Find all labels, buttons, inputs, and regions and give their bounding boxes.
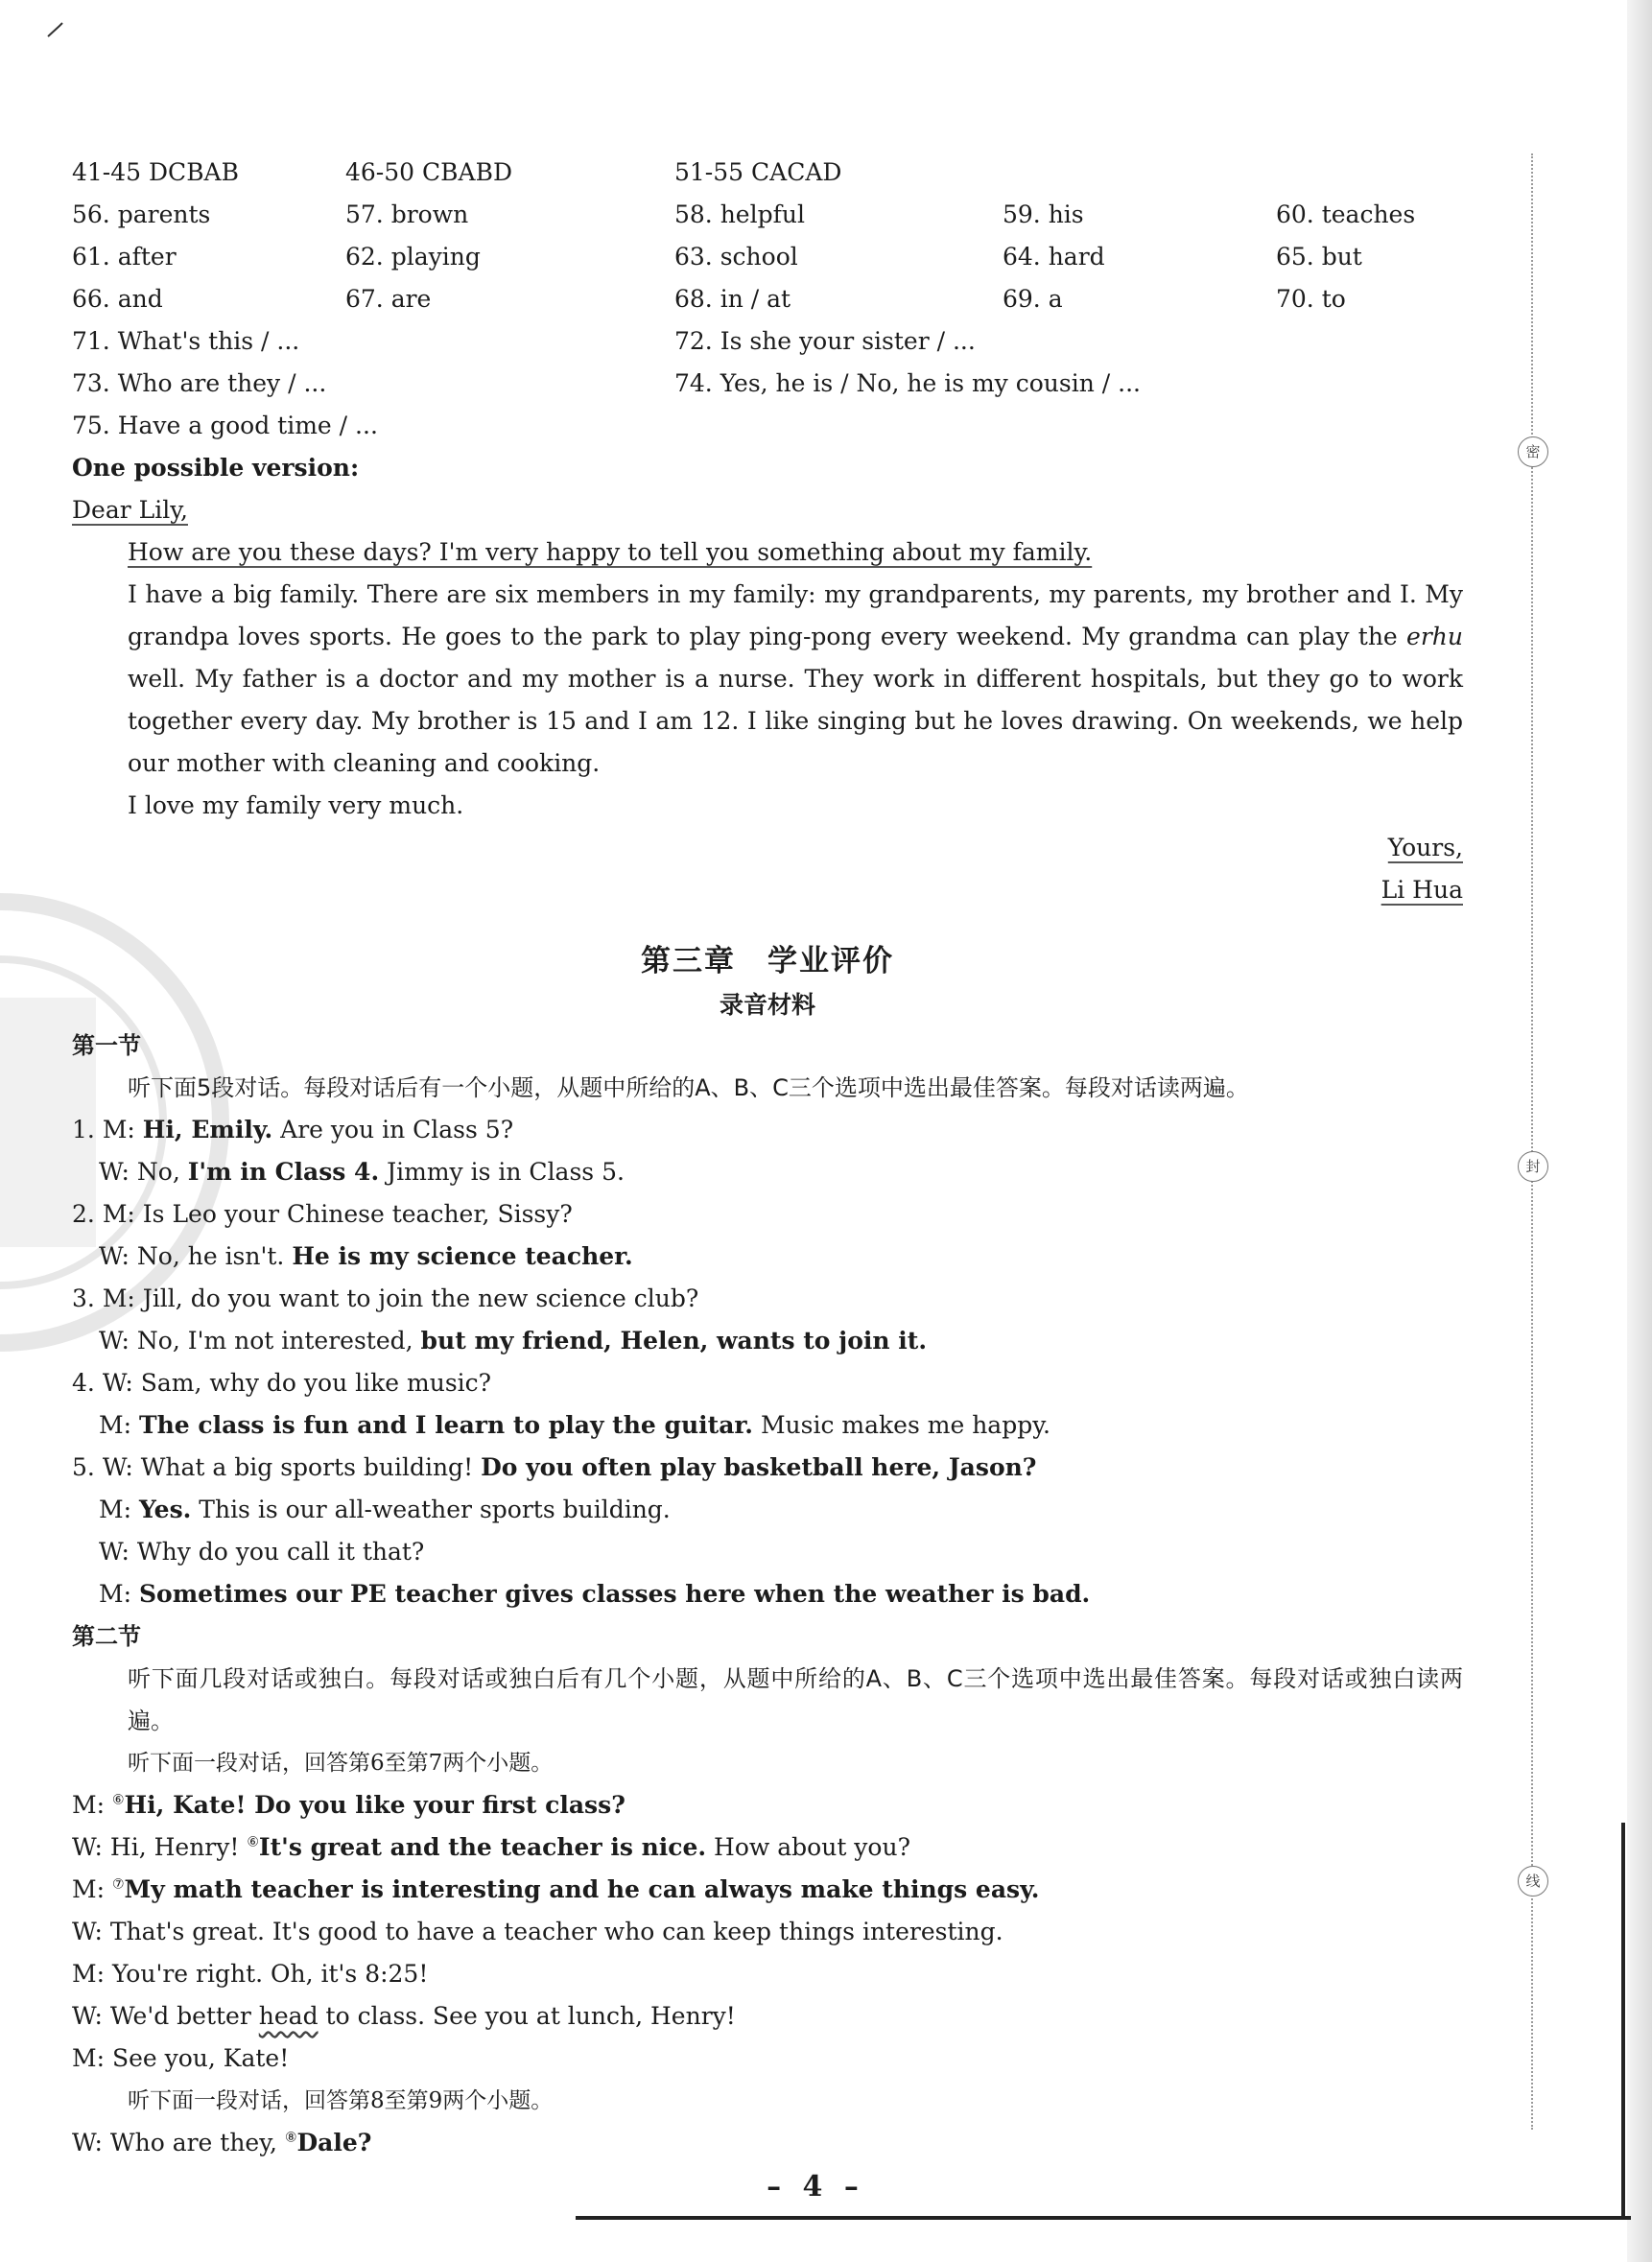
sentence-rest: to class. See you at lunch, Henry!	[318, 2002, 736, 2030]
speaker: M:	[102, 1284, 135, 1312]
signature-text: Li Hua	[1381, 876, 1463, 904]
key-sentence: Do you often play basketball here, Jason?	[481, 1453, 1037, 1481]
dialogue-line: M: You're right. Oh, it's 8:25!	[72, 1960, 429, 1988]
answer-row	[72, 278, 1463, 320]
answer-item: 67. are	[345, 285, 432, 313]
dialogue-line	[72, 1404, 1463, 1447]
page-corner-rule	[576, 2216, 1631, 2220]
listening-prompt: 听下面一段对话，回答第6至第7两个小题。	[128, 1751, 554, 1776]
dialogue-line	[72, 1447, 1463, 1489]
answer-item: 75. Have a good time / ...	[72, 412, 378, 439]
sentence-pre: Sam, why do you like music?	[132, 1369, 492, 1397]
dialogue-line	[72, 2122, 1463, 2164]
dialogue-line	[72, 1784, 1463, 1826]
section-1-instructions: 听下面5段对话。每段对话后有一个小题，从题中所给的A、B、C三个选项中选出最佳答案。每段对话读两遍。	[128, 1074, 1249, 1101]
dialogue-number: 3.	[72, 1284, 95, 1312]
sentence-rest: This is our all-weather sports building.	[191, 1496, 671, 1523]
dialogue-number: 4.	[72, 1369, 95, 1397]
binding-mark-xian: 线	[1518, 1866, 1548, 1897]
section-2-instructions: 听下面几段对话或独白。每段对话或独白后有几个小题，从题中所给的A、B、C三个选项中选出最佳答案。每段对话或独白读两遍。	[128, 1665, 1463, 1734]
answer-item: 64. hard	[1003, 243, 1105, 271]
binding-mark-feng: 封	[1518, 1151, 1548, 1182]
answer-row	[72, 236, 1463, 278]
pen-mark-icon	[46, 21, 65, 38]
letter-body	[72, 574, 1463, 785]
dialogue-line	[72, 1869, 1463, 1911]
page-number: – 4 –	[767, 2170, 864, 2203]
sentence-pre: Jill, do you want to join the new science club?	[134, 1284, 699, 1312]
greeting-text: Dear Lily,	[72, 496, 188, 524]
answer-item: 70. to	[1276, 285, 1346, 313]
key-sentence: Hi, Kate! Do you like your first class?	[124, 1791, 625, 1819]
key-sentence: It's great and the teacher is nice.	[258, 1833, 707, 1861]
speaker: M:	[102, 1116, 135, 1143]
erhu-term: erhu	[1406, 623, 1463, 650]
sentence-pre: What a big sports building!	[132, 1453, 482, 1481]
dialogue-line	[72, 1531, 1463, 1573]
dialogue-number: 1.	[72, 1116, 95, 1143]
answer-item: 57. brown	[345, 200, 469, 228]
dialogue-line	[72, 1320, 1463, 1362]
dialogue-line	[72, 1826, 1463, 1869]
answer-item: 60. teaches	[1276, 200, 1416, 228]
chapter-subtitle: 录音材料	[719, 991, 815, 1019]
sentence-pre: No, he isn't.	[129, 1242, 293, 1270]
dialogue-line	[72, 1362, 1463, 1404]
sentence-rest: Are you in Class 5?	[272, 1116, 514, 1143]
answer-item: 63. school	[674, 243, 798, 271]
letter-signoff	[72, 827, 1463, 869]
chapter-title: 第三章 学业评价	[641, 944, 894, 978]
key-sentence: The class is fun and I learn to play the guitar.	[138, 1411, 753, 1439]
letter-closing-line: I love my family very much.	[128, 791, 464, 819]
dialogue-number: 2.	[72, 1200, 95, 1228]
answer-item: 66. and	[72, 285, 163, 313]
key-sentence: Dale?	[296, 2129, 372, 2156]
body-text-1: I have a big family. There are six members in my family: my grandparents, my parents, my brother and I. My grandpa loves sports. He goes to the park to play ping-pong every weekend. My grandma can play the	[128, 580, 1463, 650]
page-corner-rule-side	[1621, 1823, 1625, 2220]
key-sentence: Hi, Emily.	[142, 1116, 273, 1143]
answer-item: 71. What's this / ...	[72, 327, 300, 355]
dialogue-line	[72, 1995, 1463, 2038]
dialogue-line	[72, 1193, 1463, 1236]
speaker: W:	[99, 1158, 130, 1186]
speaker: M:	[72, 1875, 106, 1903]
section-1-title: 第一节	[72, 1032, 141, 1059]
sentence-pre: Hi, Henry!	[102, 1833, 248, 1861]
body-text-2: well. My father is a doctor and my mother is a nurse. They work in different hospitals, but they go to work together every day. My brother is 15 and I am 12. I like singing but he loves drawing. On weekends, we help our mother with cleaning and cooking.	[128, 665, 1463, 777]
sentence-pre	[131, 1411, 139, 1439]
speaker: W:	[72, 1833, 103, 1861]
section-2-title: 第二节	[72, 1623, 141, 1650]
speaker: W:	[102, 1369, 133, 1397]
sentence-pre: W: We'd better	[72, 2002, 259, 2030]
speaker: M:	[99, 1580, 132, 1608]
sentence-pre: Why do you call it that?	[129, 1538, 425, 1566]
wavy-underlined-word: head	[258, 2002, 319, 2030]
sentence-pre	[131, 1496, 139, 1523]
letter-greeting	[72, 489, 1463, 531]
answer-item: 68. in / at	[674, 285, 791, 313]
answer-item: 62. playing	[345, 243, 481, 271]
answer-item: 46-50 CBABD	[345, 158, 512, 186]
dialogue-line: W: That's great. It's good to have a teacher who can keep things interesting.	[72, 1918, 1003, 1945]
answer-row	[72, 152, 1463, 194]
key-sentence: Sometimes our PE teacher gives classes here when the weather is bad.	[138, 1580, 1091, 1608]
letter-heading: One possible version:	[72, 454, 360, 482]
listening-prompt: 听下面一段对话，回答第8至第9两个小题。	[128, 2088, 554, 2113]
sentence-pre	[131, 1580, 139, 1608]
opening-text: How are you these days? I'm very happy to tell you something about my family.	[128, 538, 1093, 566]
answer-item: 69. a	[1003, 285, 1063, 313]
sentence-pre: No, I'm not interested,	[129, 1327, 421, 1355]
question-marker: ⑦	[111, 1876, 125, 1893]
answer-row	[72, 405, 1463, 447]
dialogue-line	[72, 1151, 1463, 1193]
dialogue-line: M: See you, Kate!	[72, 2044, 290, 2072]
speaker: W:	[102, 1453, 133, 1481]
speaker: W:	[99, 1327, 130, 1355]
answer-item: 56. parents	[72, 200, 211, 228]
answer-row	[72, 194, 1463, 236]
answer-item: 59. his	[1003, 200, 1084, 228]
answer-item: 65. but	[1276, 243, 1362, 271]
speaker: M:	[99, 1411, 132, 1439]
speaker: W:	[99, 1538, 130, 1566]
page-edge	[1627, 0, 1652, 2262]
answer-item: 61. after	[72, 243, 177, 271]
sentence-pre: W: Who are they,	[72, 2129, 285, 2156]
answer-row	[72, 363, 1463, 405]
sentence-pre: No,	[129, 1158, 188, 1186]
key-sentence: He is my science teacher.	[292, 1242, 633, 1270]
key-sentence: My math teacher is interesting and he can always make things easy.	[124, 1875, 1040, 1903]
key-sentence: Yes.	[138, 1496, 192, 1523]
speaker: M:	[72, 1791, 106, 1819]
sentence-rest: How about you?	[706, 1833, 910, 1861]
dialogue-line	[72, 1489, 1463, 1531]
binding-mark-mi: 密	[1518, 436, 1548, 467]
sentence-pre: Is Leo your Chinese teacher, Sissy?	[134, 1200, 573, 1228]
sentence-rest: Jimmy is in Class 5.	[379, 1158, 625, 1186]
key-sentence: I'm in Class 4.	[187, 1158, 380, 1186]
dialogue-line	[72, 1109, 1463, 1151]
speaker: M:	[102, 1200, 135, 1228]
answer-row	[72, 320, 1463, 363]
signoff-text: Yours,	[1387, 834, 1463, 861]
question-marker: ⑥	[247, 1834, 259, 1850]
question-marker: ⑧	[284, 2130, 297, 2146]
speaker: W:	[99, 1242, 130, 1270]
answer-item: 74. Yes, he is / No, he is my cousin / ...	[674, 369, 1141, 397]
question-marker: ⑥	[111, 1792, 125, 1808]
dialogue-line	[72, 1573, 1463, 1615]
letter-signature	[72, 869, 1463, 911]
answer-item: 41-45 DCBAB	[72, 158, 239, 186]
answer-item: 72. Is she your sister / ...	[674, 327, 976, 355]
main-content	[72, 152, 1463, 2164]
dialogue-line	[72, 1236, 1463, 1278]
answer-item: 73. Who are they / ...	[72, 369, 327, 397]
dialogue-number: 5.	[72, 1453, 95, 1481]
speaker: M:	[99, 1496, 132, 1523]
letter-opening	[72, 531, 1463, 574]
answer-item: 51-55 CACAD	[674, 158, 842, 186]
sentence-rest: Music makes me happy.	[753, 1411, 1050, 1439]
dialogue-line	[72, 1278, 1463, 1320]
key-sentence: but my friend, Helen, wants to join it.	[420, 1327, 928, 1355]
answer-item: 58. helpful	[674, 200, 805, 228]
